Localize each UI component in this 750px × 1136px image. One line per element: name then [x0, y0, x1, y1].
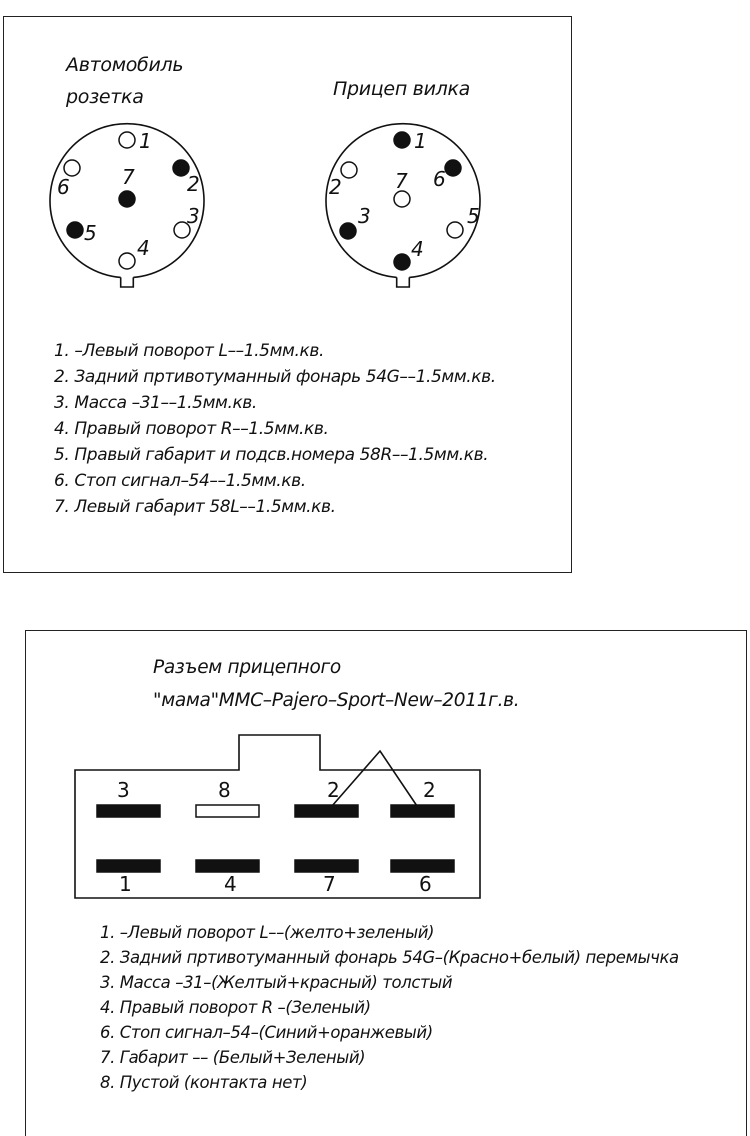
trailer-plug-pin-number: 1 [414, 129, 427, 153]
car-socket-pin-4 [119, 253, 135, 269]
car-socket-pin-number: 1 [139, 129, 152, 153]
top-row-pin-number: 2 [327, 778, 340, 802]
connector-title-line1: Разъем прицепного [153, 657, 341, 678]
top-row-pin-2 [391, 805, 454, 817]
bottom-row-pin-number: 4 [224, 872, 237, 896]
car-socket-pin-number: 3 [187, 204, 200, 228]
trailer-plug-pin-number: 7 [395, 169, 408, 193]
legend-item: 4. Правый поворот R –(Зеленый) [100, 998, 371, 1017]
trailer-plug-pin-number: 4 [411, 237, 424, 261]
car-socket-pin-number: 4 [137, 236, 150, 260]
trailer-plug-pin-number: 2 [329, 175, 342, 199]
bottom-row-pin-number: 1 [119, 872, 132, 896]
car-socket-pin-7 [119, 191, 135, 207]
trailer-plug-connector [313, 110, 493, 290]
bottom-row-pin-6 [391, 860, 454, 872]
connector-title-line2: "мама"ММС–Pajero–Sport–New–2011г.в. [153, 690, 520, 711]
legend-item: 4. Правый поворот R––1.5мм.кв. [54, 419, 329, 439]
car-socket-pin-number: 2 [187, 172, 200, 196]
car-socket-pin-number: 7 [122, 165, 135, 189]
car-socket-pin-5 [67, 222, 83, 238]
legend-item: 2. Задний пртивотуманный фонарь 54G––1.5мм.кв. [54, 367, 496, 387]
car-socket-label-line1: Автомобиль [66, 54, 184, 76]
trailer-plug-pin-number: 6 [433, 167, 446, 191]
trailer-plug-pin-2 [341, 162, 357, 178]
legend-item: 1. –Левый поворот L––1.5мм.кв. [54, 341, 324, 361]
bottom-row-pin-7 [295, 860, 358, 872]
car-socket-label-line2: розетка [66, 86, 144, 108]
car-socket-connector [35, 110, 215, 290]
trailer-plug-pin-number: 5 [467, 204, 480, 228]
top-row-pin-number: 3 [117, 778, 130, 802]
trailer-plug-label: Прицеп вилка [333, 78, 470, 100]
car-socket-pin-number: 5 [84, 221, 97, 245]
car-socket-pin-6 [64, 160, 80, 176]
bottom-row-pin-4 [196, 860, 259, 872]
legend-item: 7. Левый габарит 58L––1.5мм.кв. [54, 497, 336, 517]
legend-item: 5. Правый габарит и подсв.номера 58R––1.5мм.кв. [54, 445, 489, 465]
top-row-pin-2 [295, 805, 358, 817]
legend-item: 6. Стоп сигнал–54––1.5мм.кв. [54, 471, 306, 491]
legend-item: 3. Масса –31–(Желтый+красный) толстый [100, 973, 453, 992]
trailer-plug-pin-number: 3 [358, 204, 371, 228]
legend-item: 6. Стоп сигнал–54–(Синий+оранжевый) [100, 1023, 433, 1042]
legend-item: 7. Габарит –– (Белый+Зеленый) [100, 1048, 366, 1067]
bottom-pinout-legend [100, 920, 679, 1095]
trailer-plug-pin-4 [394, 254, 410, 270]
legend-item: 2. Задний пртивотуманный фонарь 54G–(Красно+белый) перемычка [100, 948, 679, 967]
trailer-plug-pin-1 [394, 132, 410, 148]
top-row-pin-8 [196, 805, 259, 817]
top-row-pin-number: 8 [218, 778, 231, 802]
trailer-plug-pin-6 [445, 160, 461, 176]
legend-item: 8. Пустой (контакта нет) [100, 1073, 308, 1092]
top-row-pin-number: 2 [423, 778, 436, 802]
legend-item: 3. Масса –31––1.5мм.кв. [54, 393, 257, 413]
trailer-plug-pin-5 [447, 222, 463, 238]
rectangular-connector [75, 733, 515, 903]
car-socket-pin-1 [119, 132, 135, 148]
bottom-row-pin-1 [97, 860, 160, 872]
top-row-pin-3 [97, 805, 160, 817]
bottom-row-pin-number: 6 [419, 872, 432, 896]
top-pinout-legend [54, 338, 496, 520]
car-socket-pin-number: 6 [57, 175, 70, 199]
bottom-row-pin-number: 7 [323, 872, 336, 896]
legend-item: 1. –Левый поворот L––(желто+зеленый) [100, 923, 435, 942]
trailer-plug-pin-3 [340, 223, 356, 239]
trailer-plug-pin-7 [394, 191, 410, 207]
